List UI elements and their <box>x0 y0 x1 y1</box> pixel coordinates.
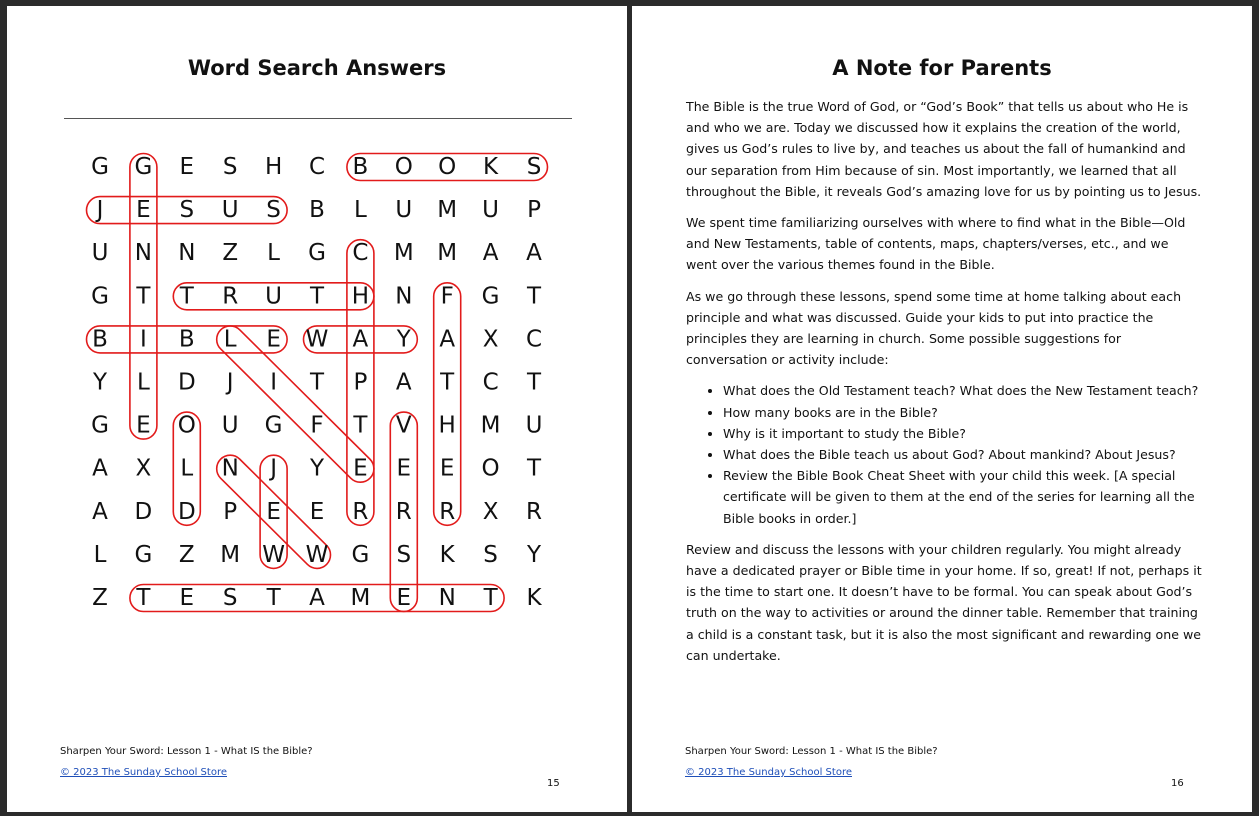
grid-letter: M <box>220 541 241 568</box>
grid-letter: G <box>481 283 500 310</box>
grid-letter: T <box>483 585 498 611</box>
grid-letter: F <box>440 283 454 310</box>
grid-letter: K <box>439 541 455 568</box>
grid-letter: P <box>353 369 368 396</box>
grid-letter: S <box>222 585 238 611</box>
grid-letter: I <box>140 326 147 353</box>
grid-letter: S <box>266 197 281 224</box>
grid-letter: E <box>309 498 325 525</box>
list-item: • Why is it important to study the Bible? <box>723 423 1202 444</box>
grid-letter: O <box>438 154 457 180</box>
parents-note-body <box>686 96 1202 676</box>
grid-letter: T <box>440 369 455 396</box>
grid-letter: U <box>91 240 109 267</box>
page-number: 16 <box>1171 778 1184 789</box>
grid-letter: N <box>134 240 153 267</box>
grid-letter: B <box>352 154 369 180</box>
grid-letter: S <box>526 154 542 180</box>
grid-letter: T <box>526 455 542 482</box>
list-item: • What does the Old Testament teach? What does the New Testament teach? <box>723 380 1202 401</box>
grid-letter: E <box>266 498 281 525</box>
grid-letter: L <box>353 197 367 224</box>
grid-letter: L <box>93 541 107 568</box>
grid-letter: L <box>136 369 150 396</box>
grid-letter: R <box>395 498 412 525</box>
page-number: 15 <box>547 778 560 789</box>
paragraph: The Bible is the true Word of God, or “God’s Book” that tells us about who He is and who we are. Today we discussed how it explains the creation of the world, gives us God’s rules to live by, and teaches us about the fall of humankind and our separation from Him because of sin. Most importantly, we learned that all throughout the Bible, it reveals God’s amazing love for us by pointing us to Jesus. <box>686 99 1202 199</box>
left-page <box>7 6 627 812</box>
grid-letter: G <box>264 412 283 439</box>
grid-letter: H <box>351 283 370 310</box>
paragraph: We spent time familiarizing ourselves with where to find what in the Bible—Old and New Testaments, table of contents, maps, chapters/verses, etc., and we went over the various themes found in the Bible. <box>686 215 1186 273</box>
grid-letter: A <box>395 369 412 396</box>
grid-letter: X <box>135 455 152 482</box>
grid-letter: T <box>136 283 151 310</box>
grid-letter: W <box>305 326 329 353</box>
grid-letter: B <box>92 326 108 353</box>
grid-letter: R <box>352 498 369 525</box>
grid-letter: C <box>308 154 326 180</box>
grid-letter: E <box>396 585 412 611</box>
grid-letter: E <box>266 326 281 353</box>
answer-oval-father <box>434 283 461 526</box>
grid-letter: N <box>395 283 413 310</box>
grid-letter: A <box>482 240 499 267</box>
grid-letter: C <box>525 326 543 353</box>
grid-letter: K <box>526 585 542 611</box>
grid-letter: T <box>179 283 194 310</box>
word-search-grid <box>7 6 627 706</box>
list-item: • Review the Bible Book Cheat Sheet with your child this week. [A special certificate will be given to them at the end of the series for learning all the Bible books in order.] <box>723 465 1202 529</box>
grid-letter: N <box>221 455 239 482</box>
paragraph: Review and discuss the lessons with your children regularly. You might already have a dedicated prayer or Bible time in your home. If so, great! If not, perhaps it is the time to start one. It doesn’t have to be formal. You can speak about God’s truth on the way to activities or around the dinner table. Remember that training a child is a constant task, but it is also the most significant and rewarding one we can undertake. <box>686 541 1202 663</box>
grid-letter: P <box>527 197 541 224</box>
grid-letter: U <box>265 283 283 310</box>
grid-letter: Z <box>92 585 108 611</box>
grid-letter: M <box>437 197 458 224</box>
grid-letter: O <box>177 412 196 439</box>
grid-letter: Z <box>222 240 239 267</box>
grid-letter: J <box>96 197 104 224</box>
grid-letter: G <box>91 412 109 439</box>
grid-letter: Y <box>396 326 411 353</box>
right-page <box>632 6 1252 812</box>
grid-letter: D <box>177 498 196 525</box>
grid-letter: X <box>482 326 499 353</box>
grid-letter: D <box>134 498 153 525</box>
grid-letter: T <box>526 369 542 396</box>
grid-letter: U <box>525 412 543 439</box>
footer-lesson-title: Sharpen Your Sword: Lesson 1 - What IS the Bible? <box>60 746 313 757</box>
grid-letter: G <box>134 541 153 568</box>
grid-letter: A <box>526 240 542 267</box>
grid-letter: G <box>308 240 326 267</box>
grid-letter: U <box>395 197 413 224</box>
grid-letter: E <box>396 455 412 482</box>
grid-letter: U <box>221 197 239 224</box>
grid-letter: I <box>270 369 277 396</box>
grid-letter: V <box>395 412 412 439</box>
footer-copyright-link[interactable]: © 2023 The Sunday School Store <box>685 767 852 778</box>
footer-lesson-title: Sharpen Your Sword: Lesson 1 - What IS the Bible? <box>685 746 938 757</box>
grid-letter: N <box>438 585 456 611</box>
grid-letter: Y <box>309 455 325 482</box>
grid-letter: E <box>179 585 195 611</box>
grid-letter: C <box>482 369 499 396</box>
grid-letter: E <box>179 154 195 180</box>
grid-letter: T <box>266 585 281 611</box>
grid-letter: E <box>353 455 368 482</box>
grid-letter: T <box>526 283 542 310</box>
grid-letter: O <box>394 154 413 180</box>
grid-letter: U <box>221 412 239 439</box>
grid-letter: U <box>482 197 500 224</box>
grid-letter: C <box>352 240 369 267</box>
grid-letter: X <box>482 498 499 525</box>
grid-letter: S <box>483 541 498 568</box>
grid-letter: L <box>180 455 194 482</box>
grid-letter: G <box>351 541 370 568</box>
grid-letter: T <box>136 585 151 611</box>
grid-letter: E <box>136 412 151 439</box>
grid-letter: H <box>264 154 283 180</box>
grid-letter: A <box>92 455 108 482</box>
grid-letter: G <box>134 154 153 180</box>
grid-letter: W <box>305 541 329 568</box>
grid-letter: W <box>262 541 285 568</box>
grid-letter: K <box>483 154 499 180</box>
grid-letter: Y <box>526 541 542 568</box>
grid-letter: Y <box>92 369 108 396</box>
grid-letter: T <box>353 412 368 439</box>
grid-letter: P <box>223 498 238 525</box>
grid-letter: N <box>178 240 196 267</box>
page-title: Word Search Answers <box>187 56 447 80</box>
grid-letter: E <box>439 455 455 482</box>
grid-letter: F <box>310 412 324 439</box>
grid-letter: J <box>226 369 234 396</box>
grid-letter: G <box>91 283 109 310</box>
grid-letter: G <box>91 154 109 180</box>
grid-letter: R <box>526 498 542 525</box>
grid-letter: M <box>350 585 371 611</box>
grid-letter: A <box>92 498 108 525</box>
suggestion-list <box>686 380 1202 528</box>
grid-letter: D <box>177 369 196 396</box>
grid-letter: A <box>309 585 325 611</box>
grid-letter: J <box>270 455 277 482</box>
grid-letter: M <box>480 412 501 439</box>
grid-letter: T <box>309 369 325 396</box>
list-item: • What does the Bible teach us about God? About mankind? About Jesus? <box>723 444 1202 465</box>
page-title: A Note for Parents <box>832 56 1052 80</box>
footer-copyright-link[interactable]: © 2023 The Sunday School Store <box>60 767 227 778</box>
grid-letter: R <box>222 283 239 310</box>
list-item: • How many books are in the Bible? <box>723 402 1202 423</box>
grid-letter: Z <box>178 541 195 568</box>
grid-letter: B <box>309 197 325 224</box>
paragraph: As we go through these lessons, spend some time at home talking about each principle and what was discussed. Guide your kids to put into practice the principles they are learning in church. Some possible suggestions for conversation or activity include: <box>686 288 1182 368</box>
grid-letter: S <box>396 541 412 568</box>
grid-letter: M <box>437 240 458 267</box>
grid-letter: S <box>222 154 238 180</box>
grid-letter: S <box>179 197 195 224</box>
grid-letter: B <box>178 326 195 353</box>
grid-letter: O <box>481 455 500 482</box>
grid-letter: L <box>267 240 281 267</box>
grid-letter: H <box>438 412 456 439</box>
grid-letter: A <box>439 326 456 353</box>
grid-letter: L <box>223 326 237 353</box>
grid-letter: A <box>352 326 369 353</box>
grid-letter: E <box>136 197 151 224</box>
grid-letter: T <box>309 283 325 310</box>
grid-letter: M <box>393 240 414 267</box>
grid-letter: R <box>439 498 456 525</box>
